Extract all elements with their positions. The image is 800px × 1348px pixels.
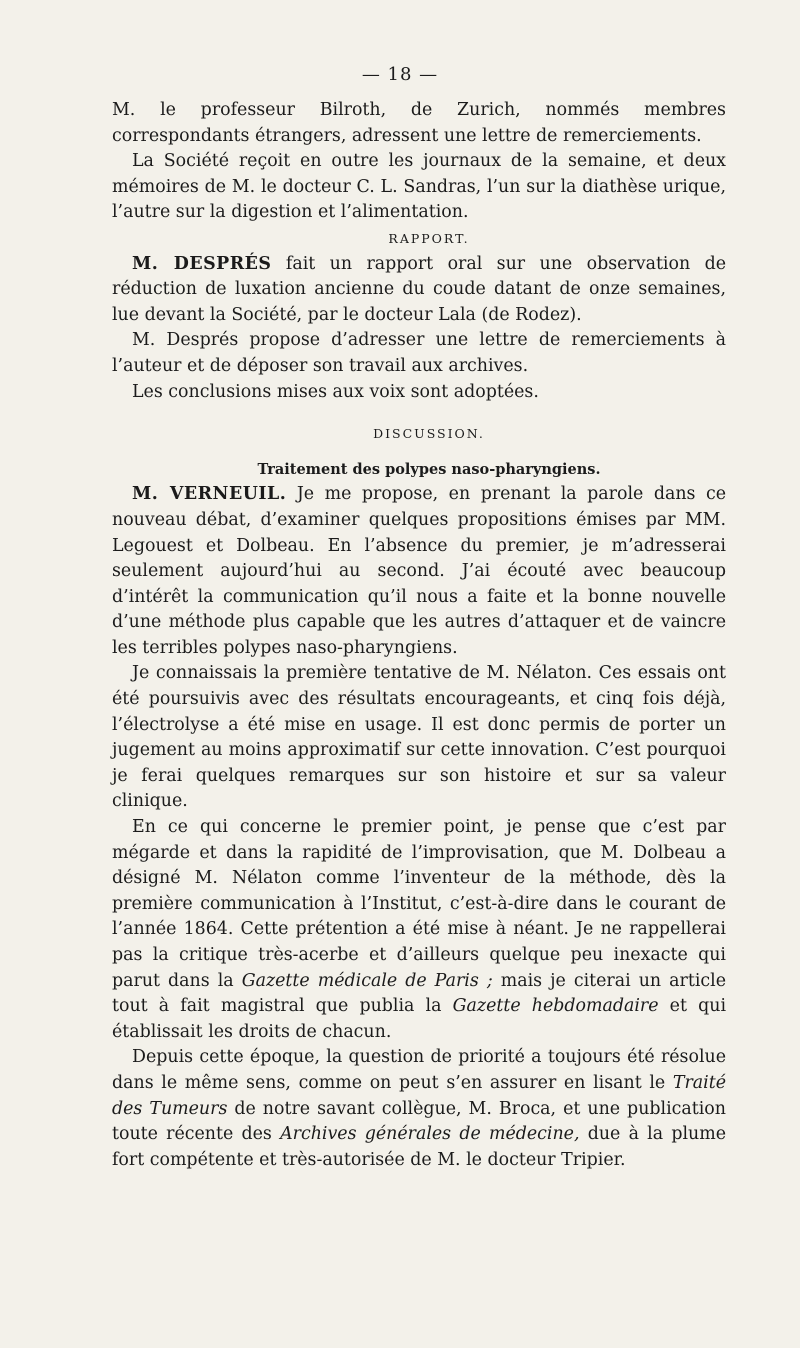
paragraph-1: M. le professeur Bilroth, de Zurich, nommés membres correspondants étrangers, adressent une lettre de remerciements. bbox=[112, 100, 726, 146]
discussion-heading: DISCUSSION. bbox=[373, 426, 485, 442]
paragraph-2: La Société reçoit en outre les journaux de la semaine, et deux mémoires de M. le docteur C. L. Sandras, l’un sur la diathèse urique, l’autre sur la digestion et l’alimentation. bbox=[112, 151, 726, 223]
paragraph-9-part-c: due à la plume fort compétente et très-autorisée de M. le docteur Tripier. bbox=[112, 1124, 726, 1170]
paragraph-8-part-a: En ce qui concerne le premier point, je pense que c’est par mégarde et dans la rapidité de l’improvisation, que M. Dolbeau a désigné M. Nélaton comme l’inventeur de la méthode, dès la première communication à l’Institut, c’est-à-dire dans le courant de l’année 1864. Cette prétention a été mise à néant. Je ne rappellerai pas la critique très-acerbe et d’ailleurs quelque peu inexacte qui parut dans la bbox=[112, 817, 726, 991]
paragraph-3 bbox=[112, 252, 726, 329]
traite-des-tumeurs-title: Traité des Tumeurs bbox=[112, 1072, 726, 1119]
paragraph-9-part-b: de notre savant collègue, M. Broca, et une publication toute récente des bbox=[112, 1098, 726, 1145]
paragraph-3-text: fait un rapport oral sur une observation de réduction de luxation ancienne du coude datant de onze semaines, lue devant la Société, par le docteur Lala (de Rodez). bbox=[112, 253, 726, 325]
page-body bbox=[112, 98, 726, 1173]
speaker-despres: M. DESPRÉS bbox=[132, 253, 272, 274]
paragraph-5: Les conclusions mises aux voix sont adoptées. bbox=[132, 381, 539, 402]
speaker-verneuil: M. VERNEUIL. bbox=[132, 484, 287, 505]
paragraph-7: Je connaissais la première tentative de M. Nélaton. Ces essais ont été poursuivis avec des résultats encourageants, et cinq fois déjà, l’électrolyse a été mise en usage. Il est donc permis de porter un jugement au moins approximatif sur cette innovation. C’est pourquoi je ferai quelques remarques sur son histoire et sur sa valeur clinique. bbox=[112, 663, 726, 812]
paragraph-9 bbox=[112, 1045, 726, 1173]
gazette-medicale-title: Gazette médicale de Paris ; bbox=[241, 970, 493, 991]
paragraph-6-text: Je me propose, en prenant la parole dans ce nouveau débat, d’examiner quelques propositions émises par MM. Legouest et Dolbeau. En l’absence du premier, je m’adresserai seulement aujourd’hui au second. J’ai écouté avec beaucoup d’intérêt la communication qu’il nous a faite et la bonne nouvelle d’une méthode plus capable que les autres d’attaquer et de vaincre les terribles polypes naso-pharyngiens. bbox=[112, 484, 726, 658]
rapport-heading: RAPPORT. bbox=[388, 230, 470, 246]
paragraph-9-part-a: Depuis cette époque, la question de priorité a toujours été résolue dans le même sens, comme on peut s’en assurer en lisant le bbox=[112, 1047, 726, 1093]
page-number: — 18 — bbox=[361, 64, 439, 85]
paragraph-6 bbox=[112, 482, 726, 661]
paragraph-8-part-c: et qui établissait les droits de chacun. bbox=[112, 996, 727, 1042]
paragraph-8-part-b: mais je citerai un article tout à fait magistral que publia la bbox=[112, 970, 726, 1017]
archives-generales-title: Archives générales de médecine, bbox=[280, 1124, 580, 1145]
paragraph-8 bbox=[112, 815, 726, 1045]
section-title: Traitement des polypes naso-pharyngiens. bbox=[257, 460, 601, 478]
paragraph-4: M. Després propose d’adresser une lettre de remerciements à l’auteur et de déposer son travail aux archives. bbox=[112, 330, 726, 376]
gazette-hebdomadaire-title: Gazette hebdomadaire bbox=[452, 996, 659, 1017]
